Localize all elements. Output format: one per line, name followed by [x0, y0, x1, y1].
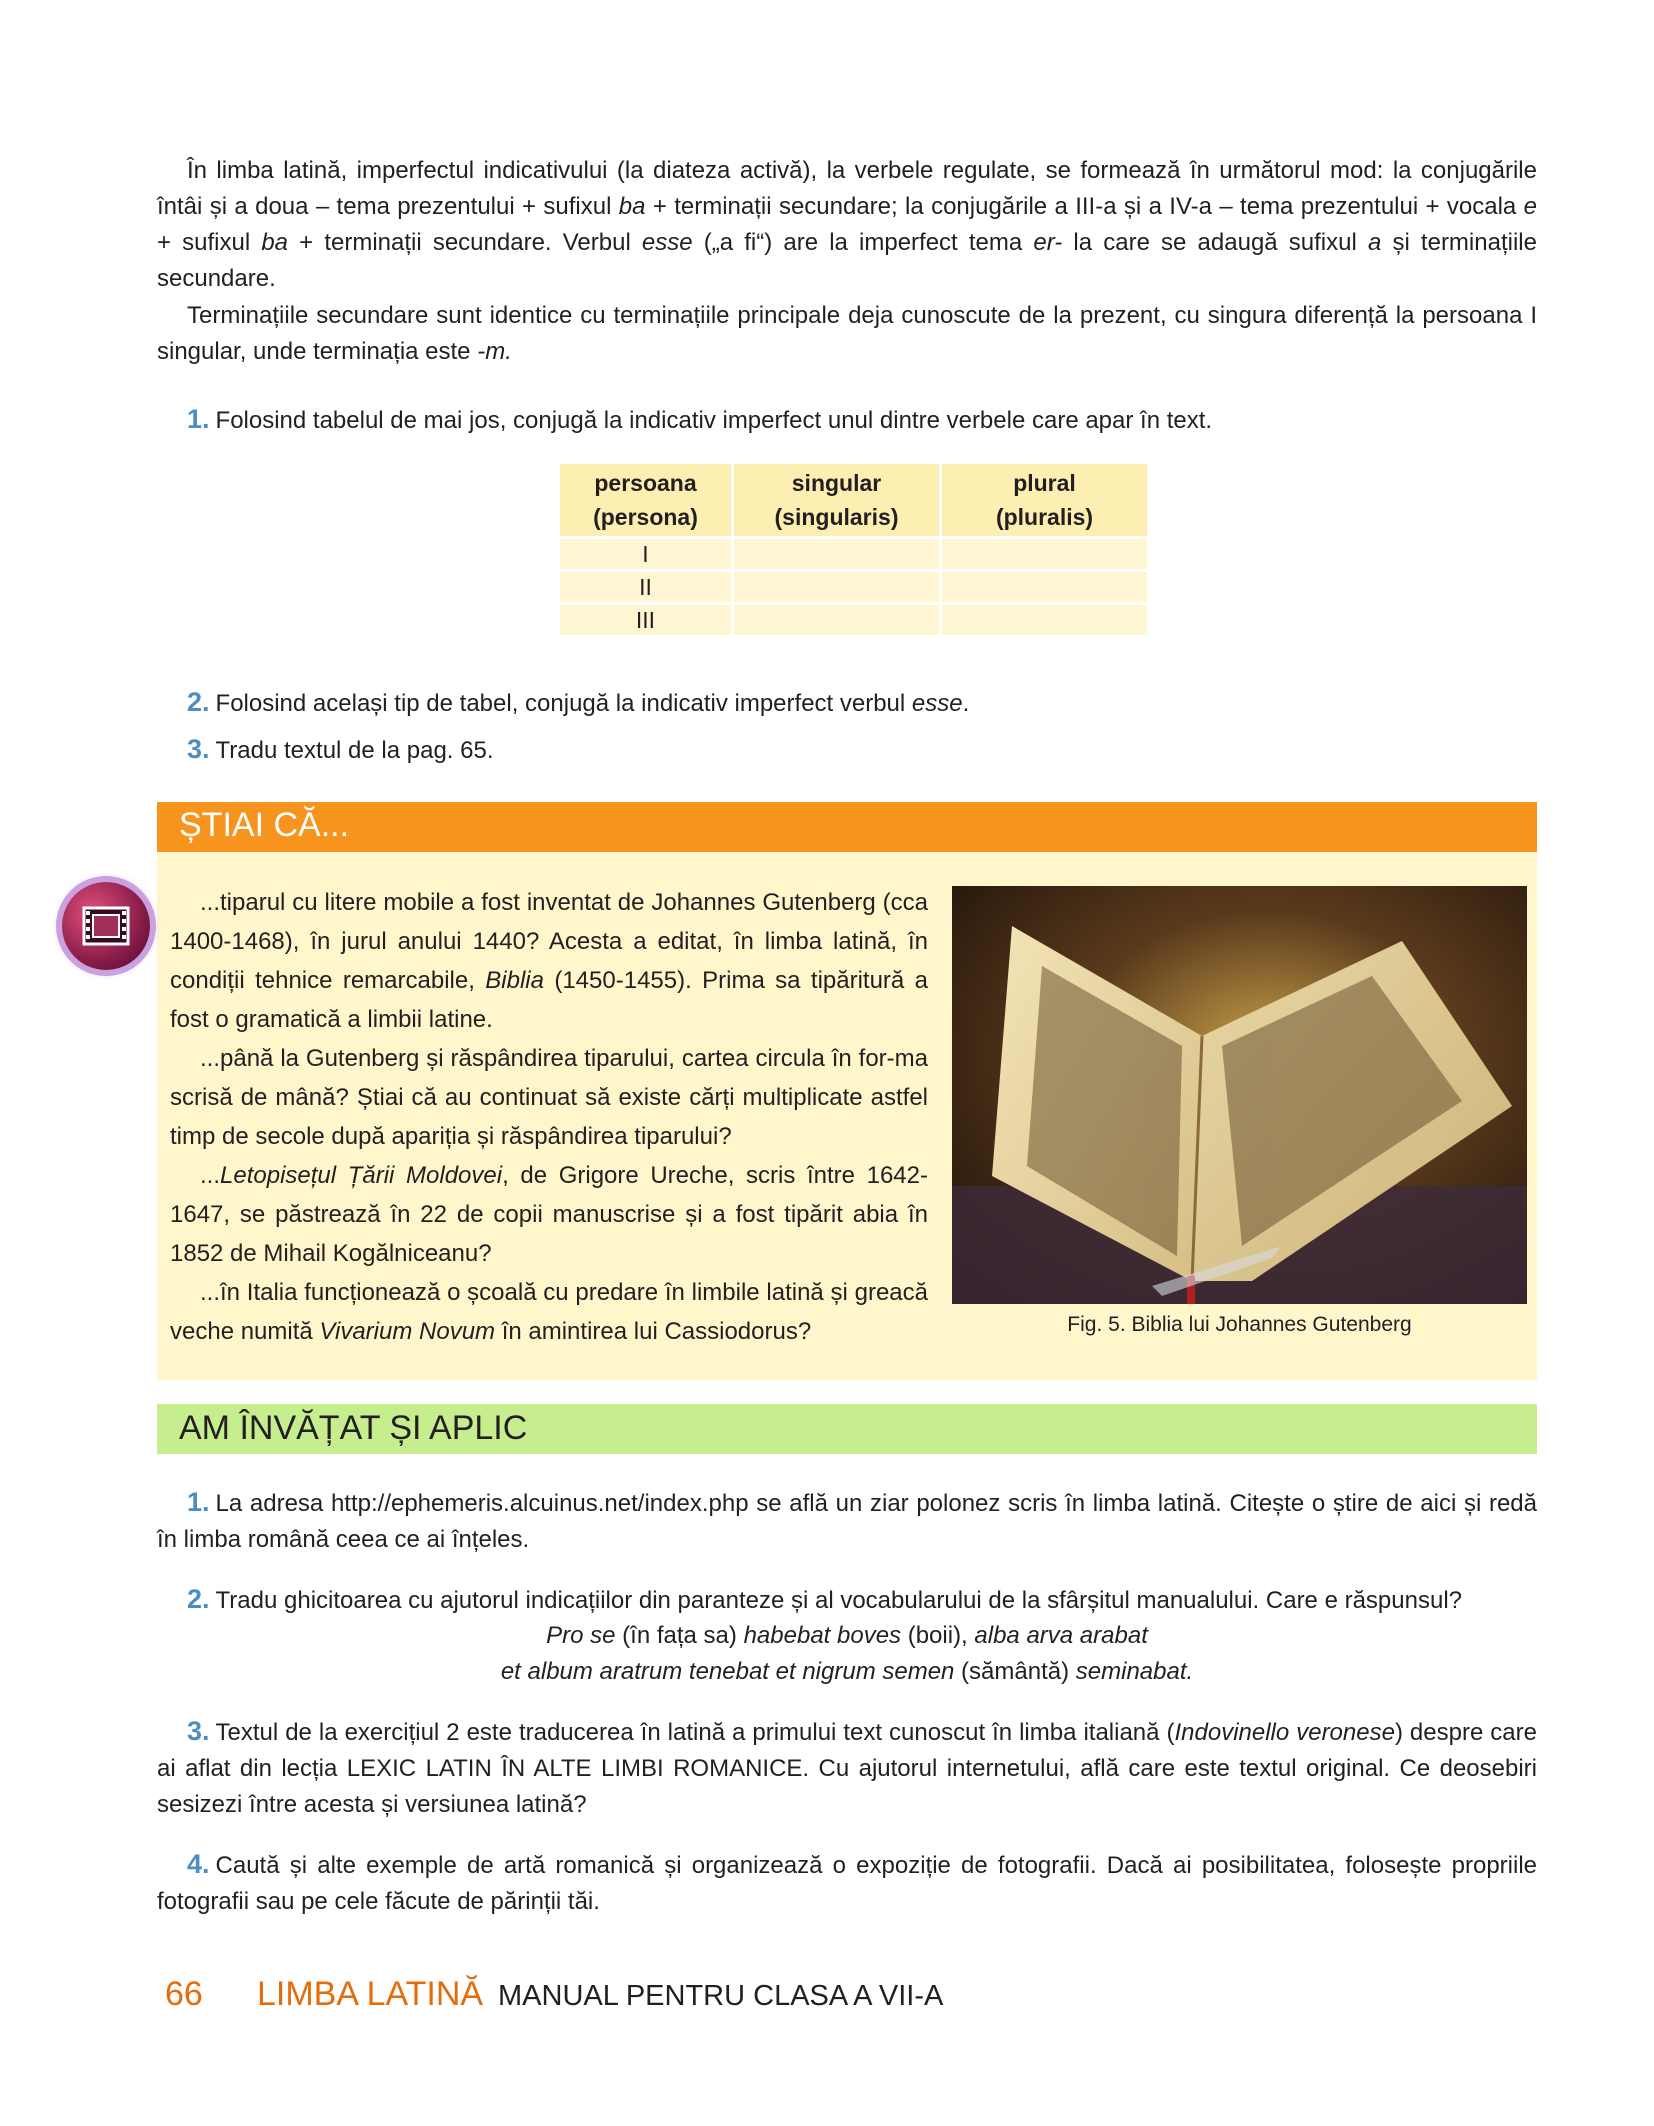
table-cell-person: II: [560, 572, 731, 602]
text-run: Textul de la exercițiul 2 este traducerea în latină a primului text cunoscut în limba italiană (: [215, 1719, 1175, 1746]
stiai-paragraph-2: [170, 1039, 928, 1156]
italic-text: -m.: [477, 338, 512, 365]
exercise-number: 4.: [187, 1849, 210, 1879]
text-run: ...tiparul cu litere mobile a fost inventat de Johannes Gutenberg (cca 1400-1468), în jurul anului 1440? Acesta a editat, în limba latină, în condiții tehnice remarcabile,: [170, 889, 928, 994]
stiai-paragraph-1: [170, 883, 928, 1039]
table-header-plural: plural (pluralis): [942, 464, 1147, 536]
text-run: (în fața sa): [615, 1622, 744, 1649]
text-run: la care se adaugă sufixul: [1062, 229, 1368, 256]
italic-text: Vivarium Novum: [319, 1318, 496, 1345]
table-cell-empty: [734, 605, 939, 635]
text-run: Tradu textul de la pag. 65.: [215, 737, 494, 764]
exercise-2: [187, 684, 969, 722]
exercise-3: [187, 731, 494, 769]
exercise-number: 1.: [187, 1487, 210, 1517]
gutenberg-bible-image: [952, 886, 1527, 1304]
text-run: și terminațiile secundare.: [157, 229, 1537, 292]
aplic-exercise-1: [157, 1484, 1537, 1558]
table-header-singular: singular (singularis): [734, 464, 939, 536]
text-run: + sufixul: [157, 229, 262, 256]
italic-text: a: [1367, 229, 1382, 256]
table-cell-empty: [734, 572, 939, 602]
text-run: Folosind tabelul de mai jos, conjugă la indicativ imperfect unul dintre verbele care apar în text.: [215, 407, 1213, 434]
exercise-text: [157, 1852, 1537, 1915]
exercise-text: [216, 737, 494, 764]
exercise-1: [187, 401, 1212, 439]
italic-text: er-: [1033, 229, 1063, 256]
italic-text: Biblia: [485, 967, 544, 994]
table-row: [560, 539, 1147, 569]
stiai-title: ȘTIAI CĂ...: [179, 806, 350, 844]
text-run: (sământă): [954, 1658, 1076, 1685]
stiai-paragraph-4: [170, 1273, 928, 1351]
table-cell-empty: [942, 605, 1147, 635]
table-cell-empty: [734, 539, 939, 569]
table-header-person: persoana (persona): [560, 464, 731, 536]
italic-text: Pro se: [546, 1622, 616, 1649]
text-run: („a fi“) are la imperfect tema: [692, 229, 1034, 256]
table-cell-empty: [942, 572, 1147, 602]
text-run: ...: [200, 1162, 221, 1189]
exercise-number: 2.: [187, 1584, 210, 1614]
table-row: [560, 572, 1147, 602]
table-cell-person: I: [560, 539, 731, 569]
italic-text: Indovinello veronese: [1174, 1719, 1395, 1746]
italic-text: e: [1523, 193, 1537, 220]
text-run: ) despre care ai aflat din lecția LEXIC LATIN ÎN ALTE LIMBI ROMANICE. Cu ajutorul internetului, află care este textul original. Ce deosebiri sesizezi între acesta și versiunea latină?: [157, 1719, 1537, 1818]
exercise-text: [157, 1719, 1537, 1818]
italic-text: habebat boves: [743, 1622, 902, 1649]
text-run: Folosind același tip de tabel, conjugă la indicativ imperfect verbul: [215, 690, 912, 717]
text-run: , de Grigore Ureche, scris între 1642-1647, se păstrează în 22 de copii manuscrise și a fost tipărit abia în 1852 de Mihail Kogălniceanu?: [170, 1162, 928, 1267]
page-number: 66: [165, 1975, 203, 2013]
text-run: Caută și alte exemple de artă romanică și organizează o expoziție de fotografii. Dacă ai posibilitatea, folosește propriile fotografii sau pe cele făcute de părinții tăi.: [157, 1852, 1537, 1915]
riddle-line-2: [157, 1654, 1537, 1690]
aplic-exercise-3: [157, 1713, 1537, 1823]
riddle-line-1: [157, 1618, 1537, 1654]
text-run: .: [962, 690, 970, 717]
italic-text: ba: [618, 193, 646, 220]
exercise-text: [157, 1490, 1537, 1553]
text-run: în amintirea lui Cassiodorus?: [495, 1318, 812, 1345]
exercise-number: 1.: [187, 404, 210, 434]
stiai-header-band: [157, 802, 1537, 852]
italic-text: seminabat.: [1075, 1658, 1194, 1685]
exercise-text: [216, 690, 970, 717]
table-cell-person: III: [560, 605, 731, 635]
intro-paragraph-1: [157, 153, 1537, 297]
italic-text: esse: [641, 229, 693, 256]
exercise-text: [216, 407, 1213, 434]
aplic-header-band: [157, 1404, 1537, 1454]
text-run: (boii),: [901, 1622, 975, 1649]
italic-text: alba arva arabat: [974, 1622, 1148, 1649]
aplic-title: AM ÎNVĂȚAT ȘI APLIC: [179, 1409, 528, 1447]
text-run: + terminații secundare; la conjugările a III-a și a IV-a – tema prezentului + vocala: [645, 193, 1524, 220]
conjugation-table: [557, 461, 1150, 638]
text-run: Tradu ghicitoarea cu ajutorul indicațiilor din paranteze și al vocabularului de la sfârșitul manualului. Care e răspunsul?: [215, 1587, 1462, 1614]
text-run: Terminațiile secundare sunt identice cu terminațiile principale deja cunoscute de la prezent, cu singura diferență la persoana I singular, unde terminația este: [157, 302, 1537, 365]
exercise-text: [216, 1587, 1462, 1614]
table-row: [560, 605, 1147, 635]
text-run: La adresa http://ephemeris.alcuinus.net/index.php se află un ziar polonez scris în limba latină. Citește o știre de aici și redă în limba română ceea ce ai înțeles.: [157, 1490, 1537, 1553]
intro-paragraph-2: [157, 298, 1537, 370]
figure-caption: Fig. 5. Biblia lui Johannes Gutenberg: [1067, 1313, 1412, 1336]
exercise-number: 2.: [187, 687, 210, 717]
film-icon: [62, 882, 150, 970]
text-run: În limba latină, imperfectul indicativului (la diateza activă), la verbele regulate, se formează în următorul mod: la conjugările întâi și a doua – tema prezentului + sufixul: [157, 157, 1537, 220]
exercise-number: 3.: [187, 1716, 210, 1746]
exercise-number: 3.: [187, 734, 210, 764]
aplic-exercise-2: [157, 1581, 1537, 1619]
table-cell-empty: [942, 539, 1147, 569]
text-run: ...până la Gutenberg și răspândirea tiparului, cartea circula în for-ma scrisă de mână? Știai că au continuat să existe cărți multiplicate astfel timp de secole după apariția și răspândirea tiparului?: [170, 1045, 928, 1150]
italic-text: ba: [261, 229, 289, 256]
text-run: + terminații secundare. Verbul: [288, 229, 642, 256]
text-run: ...în Italia funcționează o școală cu predare în limbile latină și greacă veche numită: [170, 1279, 928, 1345]
footer-subtitle: MANUAL PENTRU CLASA A VII-A: [498, 1980, 944, 2012]
italic-text: et album aratrum tenebat et nigrum semen: [500, 1658, 955, 1685]
stiai-paragraph-3: [170, 1156, 928, 1273]
aplic-exercise-4: [157, 1846, 1537, 1920]
text-run: (1450-1455). Prima sa tipăritură a fost o gramatică a limbii latine.: [170, 967, 928, 1033]
footer-title: LIMBA LATINĂ: [257, 1975, 484, 2013]
italic-text: esse: [911, 690, 963, 717]
italic-text: Letopisețul Țării Moldovei: [220, 1162, 503, 1189]
